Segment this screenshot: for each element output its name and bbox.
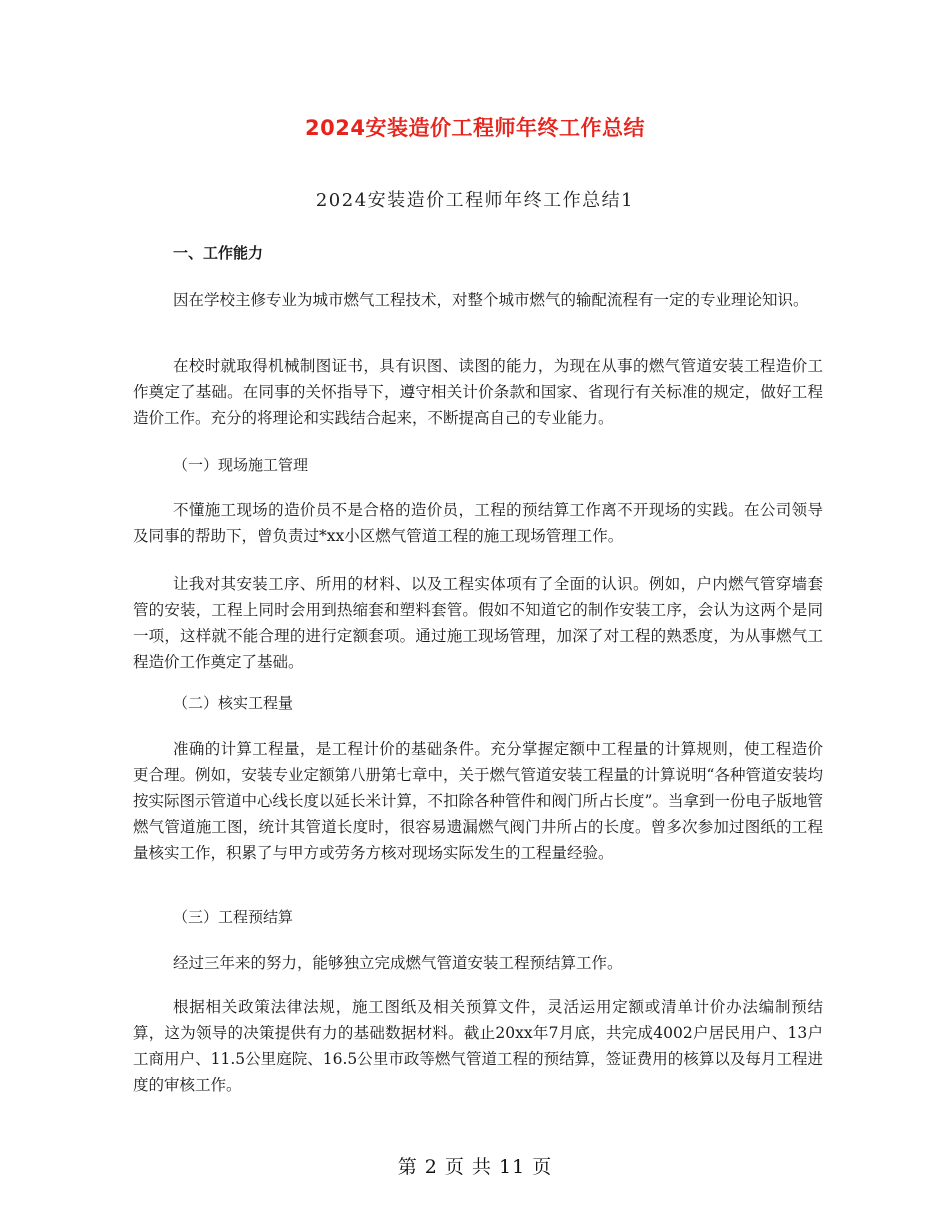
page-footer: 第 2 页 共 11 页 [397, 1156, 553, 1178]
paragraph-1: 因在学校主修专业为城市燃气工程技术，对整个城市燃气的输配流程有一定的专业理论知识。 [173, 291, 809, 309]
document-subtitle: 2024安装造价工程师年终工作总结1 [315, 190, 635, 211]
section-heading-work-ability: 一、工作能力 [173, 244, 264, 262]
sub-heading-budget-settlement: （三）工程预结算 [173, 908, 294, 926]
paragraph-5: 准确的计算工程量，是工程计价的基础条件。充分掌握定额中工程量的计算规则，使工程造价更合理。例如，安装专业定额第八册第七章中，关于燃气管道安装工程量的计算说明“各种管道安装均按实际图示管道中心线长度以延长米计算，不扣除各种管件和阀门所占长度”。当拿到一份电子版地管燃气管道施工图，统计其管道长度时，很容易遗漏燃气阀门井所占的长度。曾多次参加过图纸的工程量核实工作，积累了与甲方或劳务方核对现场实际发生的工程量经验。 [133, 740, 823, 862]
sub-heading-verify-quantities: （二）核实工程量 [173, 694, 294, 712]
paragraph-2: 在校时就取得机械制图证书，具有识图、读图的能力，为现在从事的燃气管道安装工程造价工作奠定了基础。在同事的关怀指导下，遵守相关计价条款和国家、省现行有关标准的规定，做好工程造价工作。充分的将理论和实践结合起来，不断提高自己的专业能力。 [133, 357, 823, 427]
sub-heading-site-management: （一）现场施工管理 [173, 456, 309, 474]
paragraph-4: 让我对其安装工序、所用的材料、以及工程实体项有了全面的认识。例如，户内燃气管穿墙套管的安装，工程上同时会用到热缩套和塑料套管。假如不知道它的制作安装工序，会认为这两个是同一项，这样就不能合理的进行定额套项。通过施工现场管理，加深了对工程的熟悉度，为从事燃气工程造价工作奠定了基础。 [133, 575, 823, 671]
paragraph-3: 不懂施工现场的造价员不是合格的造价员，工程的预结算工作离不开现场的实践。在公司领导及同事的帮助下，曾负责过*xx小区燃气管道工程的施工现场管理工作。 [133, 501, 823, 545]
paragraph-7: 根据相关政策法律法规，施工图纸及相关预算文件，灵活运用定额或清单计价办法编制预结算，这为领导的决策提供有力的基础数据材料。截止20xx年7月底，共完成4002户居民用户、13户工商用户、11.5公里庭院、16.5公里市政等燃气管道工程的预结算，签证费用的核算以及每月工程进度的审核工作。 [133, 998, 823, 1094]
paragraph-6: 经过三年来的努力，能够独立完成燃气管道安装工程预结算工作。 [173, 954, 623, 972]
document-title: 2024安装造价工程师年终工作总结 [305, 116, 645, 140]
